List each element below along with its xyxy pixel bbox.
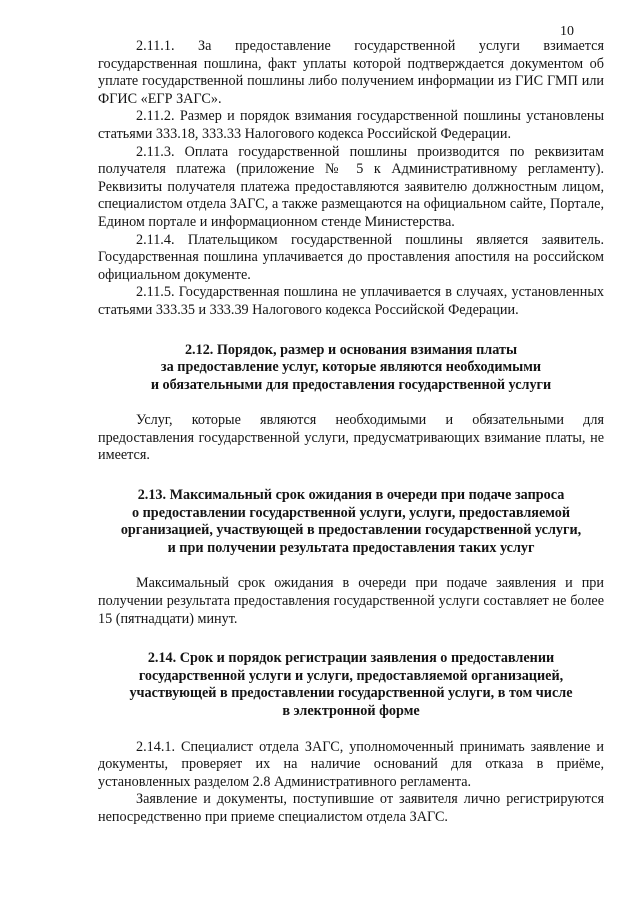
paragraph: Услуг, которые являются необходимыми и обязательными для предоставления государственной услуги, предусматривающих взимание платы, не имеется. [98,412,604,464]
paragraph: 2.11.1. За предоставление государственной услуги взимается государственная пошлина, факт уплаты которой подтверждается документом об уплате государственной пошлины либо получением информации из ГИС ГМП или ФГИС «ЕГР ЗАГС». [98,38,604,107]
paragraph: 2.11.4. Плательщиком государственной пошлины является заявитель. Государственная пошлина уплачивается до проставления апостиля на российском официальном документе. [98,231,604,283]
section-heading [98,342,604,395]
document-body [98,38,604,827]
paragraph: 2.11.2. Размер и порядок взимания государственной пошлины установлены статьями 333.18, 333.33 Налогового кодекса Российской Федерации. [98,108,604,142]
section-heading-line: 2.13. Максимальный срок ожидания в очереди при подаче запроса [137,487,565,504]
section-heading-line: участвующей в предоставлении государственной услуги, в том числе [129,685,573,702]
section-heading-line: за предоставление услуг, которые являются необходимыми [160,359,542,376]
section-heading-line: и обязательными для предоставления государственной услуги [150,376,552,393]
section-heading-line: организацией, участвующей в предоставлении государственной услуги, [120,522,582,539]
section-heading-line: и при получении результата предоставления таких услуг [167,539,535,556]
paragraph: Заявление и документы, поступившие от заявителя лично регистрируются непосредственно при приеме специалистом отдела ЗАГС. [98,791,604,825]
section-heading-line: 2.14. Срок и порядок регистрации заявления о предоставлении [147,650,555,667]
paragraph: Максимальный срок ожидания в очереди при подаче заявления и при получении результата предоставления государственной услуги составляет не более 15 (пятнадцати) минут. [98,575,604,627]
section-heading-line: 2.12. Порядок, размер и основания взимания платы [184,341,518,358]
page-number: 10 [560,24,574,39]
section-heading [98,487,604,557]
paragraph: 2.11.5. Государственная пошлина не уплачивается в случаях, установленных статьями 333.35 и 333.39 Налогового кодекса Российской Федерации. [98,284,604,318]
section-heading-line: о предоставлении государственной услуги, услуги, предоставляемой [131,504,571,521]
paragraph: 2.14.1. Специалист отдела ЗАГС, уполномоченный принимать заявление и документы, проверяет их на наличие оснований для отказа в приёме, установленных разделом 2.8 Административного регламента. [98,738,604,790]
section-heading-line: государственной услуги и услуги, предоставляемой организацией, [138,667,564,684]
section-heading-line: в электронной форме [282,703,420,719]
paragraph: 2.11.3. Оплата государственной пошлины производится по реквизитам получателя платежа (приложение № 5 к Административному регламенту). Реквизиты получателя платежа предоставляются заявителю должностным лицом, специалистом отдела ЗАГС, а также размещаются на официальном сайте, Портале, Едином портале и информационном стенде Министерства. [98,143,604,230]
section-heading [98,650,604,720]
